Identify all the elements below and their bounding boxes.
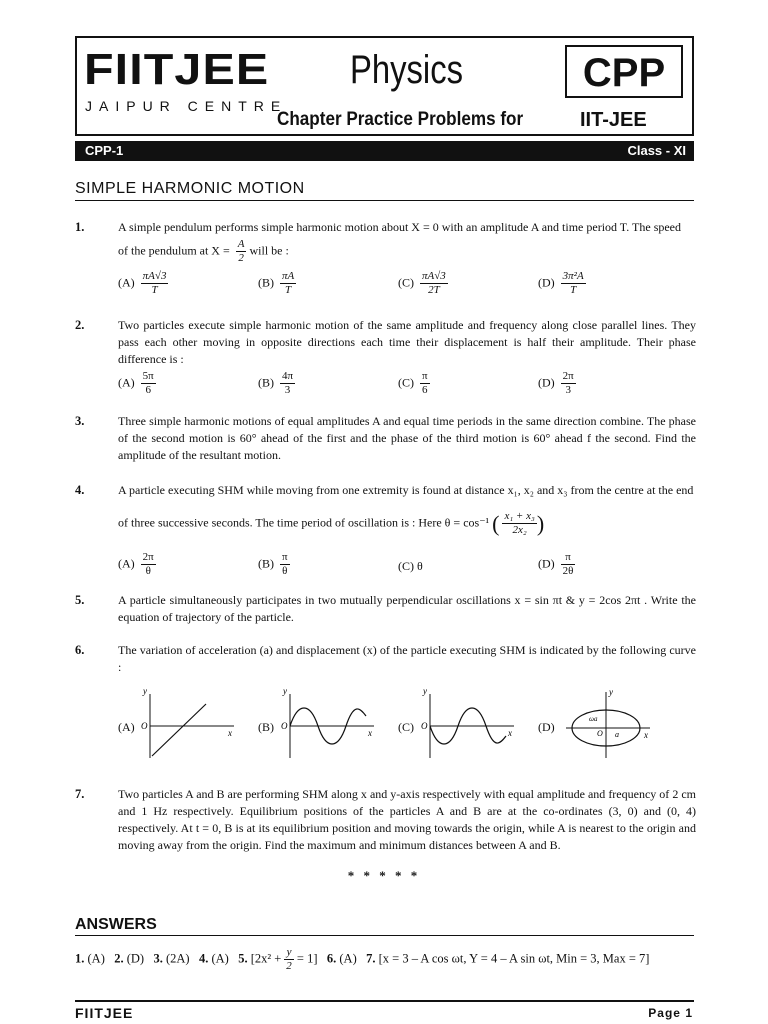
frac-num: y xyxy=(284,946,294,960)
frac-den: 6 xyxy=(145,384,151,396)
question-number: 5. xyxy=(75,593,85,607)
fraction xyxy=(284,946,294,973)
fiitjee-logo: FIITJEE xyxy=(84,45,270,94)
frac-den: 3 xyxy=(284,384,291,396)
x-label: x xyxy=(644,730,648,740)
y-label: y xyxy=(283,686,287,696)
x-label: x xyxy=(368,728,372,738)
centre-name: JAIPUR CENTRE xyxy=(85,98,288,114)
question-number: 3. xyxy=(75,414,85,428)
fraction xyxy=(236,238,247,265)
frac-den: θ xyxy=(282,565,288,577)
option-label: (D) xyxy=(538,375,555,390)
option-value: θ xyxy=(417,559,423,573)
question-text: Two particles execute simple harmonic motion of the same amplitude and frequency along close parallel lines. They pass each other moving in opposite directions each time their displacement is half their amplitude. Their phase difference is : xyxy=(118,318,696,366)
y-label: y xyxy=(609,687,613,697)
option-c[interactable]: (C) xyxy=(398,720,414,734)
frac-num: 5π xyxy=(142,370,154,382)
graph-c-neg-sine xyxy=(418,686,518,760)
option-label: (C) xyxy=(398,375,414,390)
option-b[interactable]: (B) xyxy=(258,720,274,734)
question-text: A particle simultaneously participates in two mutually perpendicular oscillations x = sin πt & y = 2cos 2πt . Write the equation of trajectory of the particle. xyxy=(118,593,696,624)
frac-den: T xyxy=(151,284,158,296)
question-text: A particle executing SHM while moving from one extremity is found at distance x₁, x₂ and x₃ from the centre at the end xyxy=(118,483,694,497)
fraction xyxy=(280,370,295,397)
option-c[interactable] xyxy=(398,370,430,397)
origin-label: O xyxy=(281,721,288,731)
option-label: (D) xyxy=(538,275,555,290)
frac-den: 3 xyxy=(565,384,571,396)
frac-den: θ xyxy=(145,565,151,577)
answer-value: (A) xyxy=(211,951,229,966)
option-b[interactable] xyxy=(258,551,290,578)
frac-den: 2T xyxy=(428,284,440,296)
fraction xyxy=(502,510,536,537)
option-label: (D) xyxy=(538,556,555,571)
a-label: a xyxy=(615,730,619,739)
frac-num: 3π²A xyxy=(562,270,584,282)
frac-den: 6 xyxy=(422,384,428,396)
question-number: 1. xyxy=(75,220,85,234)
option-label: (A) xyxy=(118,375,135,390)
option-d[interactable] xyxy=(538,370,576,397)
frac-num: πA√3 xyxy=(142,270,167,282)
footer-logo: FIITJEE xyxy=(75,1005,134,1021)
fraction xyxy=(561,270,586,297)
answer-number: 3. xyxy=(153,951,163,966)
answer-number: 6. xyxy=(326,951,337,966)
option-label: (C) xyxy=(398,559,414,573)
answer-value: (2A) xyxy=(165,951,190,966)
fraction xyxy=(280,270,296,297)
origin-label: O xyxy=(141,721,148,731)
frac-num: 2π xyxy=(142,551,154,563)
answer-number: 5. xyxy=(238,951,248,966)
option-b[interactable] xyxy=(258,370,295,397)
title-divider xyxy=(75,200,694,201)
frac-num: πA√3 xyxy=(422,270,446,282)
exam-name: IIT-JEE xyxy=(580,109,647,131)
answer-number: 7. xyxy=(366,951,376,966)
class-label: Class - XI xyxy=(627,143,686,158)
option-b[interactable] xyxy=(258,270,296,297)
answer-number: 2. xyxy=(114,951,124,966)
frac-den: 2θ xyxy=(562,565,574,577)
chapter-title: SIMPLE HARMONIC MOTION xyxy=(75,180,305,197)
end-stars: * * * * * xyxy=(347,868,421,883)
omega-a-label: ωa xyxy=(589,715,598,723)
sheet-id: CPP-1 xyxy=(85,143,124,158)
question-number: 6. xyxy=(75,643,85,657)
question-text: A simple pendulum performs simple harmonic motion about X = 0 with an amplitude A and time period T. The speed xyxy=(118,220,682,234)
question-number: 7. xyxy=(75,787,85,801)
question-text: Three simple harmonic motions of equal amplitudes A and equal time periods in the same direction combine. The phase of the second motion is 60° ahead of the first and the phase of the third motion is 60° ahead f the second. Find the amplitude of the resultant motion. xyxy=(118,414,696,462)
origin-label: O xyxy=(421,721,428,731)
q1-line2-text: of the pendulum at X = xyxy=(118,243,230,258)
answers-divider xyxy=(75,935,694,936)
x-label: x xyxy=(508,728,512,738)
origin-label: O xyxy=(597,729,603,738)
frac-den: 2 xyxy=(238,252,244,264)
answer-value: [2x² + xyxy=(250,951,282,966)
answers-title: ANSWERS xyxy=(75,916,157,933)
graph-b-sine xyxy=(278,686,378,760)
option-label: (A) xyxy=(118,275,135,290)
frac-den: T xyxy=(570,284,577,296)
fraction xyxy=(561,370,576,397)
question-text: The variation of acceleration (a) and displacement (x) of the particle executing SHM is indicated by the following curve : xyxy=(118,643,696,674)
fraction xyxy=(420,370,430,397)
footer-divider xyxy=(75,1000,694,1002)
sheet-bar xyxy=(75,141,694,161)
subtitle: Chapter Practice Problems for xyxy=(277,109,524,130)
answer-value: (A) xyxy=(87,951,105,966)
option-a[interactable] xyxy=(118,551,156,578)
x-label: x xyxy=(228,728,232,738)
cpp-badge: CPP xyxy=(565,45,683,98)
option-c[interactable] xyxy=(398,270,448,297)
frac-num: π xyxy=(422,370,428,382)
graph-d-ellipse xyxy=(562,686,654,760)
graph-line xyxy=(152,704,206,756)
option-a[interactable] xyxy=(118,370,156,397)
option-label: (A) xyxy=(118,556,135,571)
answer-number: 1. xyxy=(75,951,85,966)
fraction xyxy=(141,370,156,397)
y-label: y xyxy=(423,686,427,696)
q4-line2-text: of three successive seconds. The time period of oscillation is : Here θ = cos⁻¹ xyxy=(118,515,490,530)
frac-num: 2π xyxy=(562,370,574,382)
question-text: Two particles A and B are performing SHM along x and y-axis respectively with equal amplitude and frequency of 2 cm and 1 Hz respectively. Equilibrium positions of the particles A and B are at the co-ordinates (3, 0) and (0, 4) respectively. At t = 0, B is at its equilibrium position and moving towards the origin, while A is nearest to the origin and moving away from the origin. Find the maximum and minimum distances between A and B. xyxy=(118,787,696,852)
q1-line2-end: will be : xyxy=(249,243,289,258)
answer-value: (A) xyxy=(339,951,357,966)
page-number: Page 1 xyxy=(648,1006,693,1020)
question-text-line2 xyxy=(118,510,696,537)
fraction xyxy=(141,270,169,297)
question-number: 2. xyxy=(75,318,85,332)
graph-a-linear xyxy=(138,686,238,760)
answer-value: [x = 3 – A cos ωt, Y = 4 – A sin ωt, Min = 3, Max = 7] xyxy=(378,951,650,966)
answer-value: = 1] xyxy=(296,951,318,966)
fraction xyxy=(141,551,156,578)
paren-open: ( xyxy=(492,511,500,536)
frac-den: 2 xyxy=(286,960,292,972)
fraction xyxy=(280,551,290,578)
question-text-line2 xyxy=(118,238,696,265)
question-number: 4. xyxy=(75,483,85,497)
answers-line xyxy=(75,946,649,973)
frac-num: π xyxy=(282,551,288,563)
option-c[interactable] xyxy=(398,559,423,574)
option-d[interactable] xyxy=(538,270,586,297)
frac-num: π xyxy=(561,551,576,565)
frac-num: πA xyxy=(282,270,295,282)
frac-den: T xyxy=(285,284,292,296)
paren-close: ) xyxy=(536,511,545,536)
frac-den: 2x₂ xyxy=(512,524,527,536)
answer-number: 4. xyxy=(198,951,209,966)
fraction xyxy=(561,551,576,578)
fraction xyxy=(420,270,448,297)
subject-title: Physics xyxy=(350,48,464,92)
option-d[interactable] xyxy=(538,551,575,578)
frac-num: x₁ + x₃ xyxy=(504,510,535,522)
option-a[interactable]: (A) xyxy=(118,720,135,734)
answer-value: (D) xyxy=(126,951,145,966)
option-label: (B) xyxy=(258,556,274,571)
option-label: (C) xyxy=(398,275,414,290)
option-label: (B) xyxy=(258,375,274,390)
y-label: y xyxy=(143,686,147,696)
option-d[interactable]: (D) xyxy=(538,720,555,734)
option-label: (B) xyxy=(258,275,274,290)
option-a[interactable] xyxy=(118,270,168,297)
frac-num: A xyxy=(237,238,245,250)
frac-num: 4π xyxy=(282,370,294,382)
